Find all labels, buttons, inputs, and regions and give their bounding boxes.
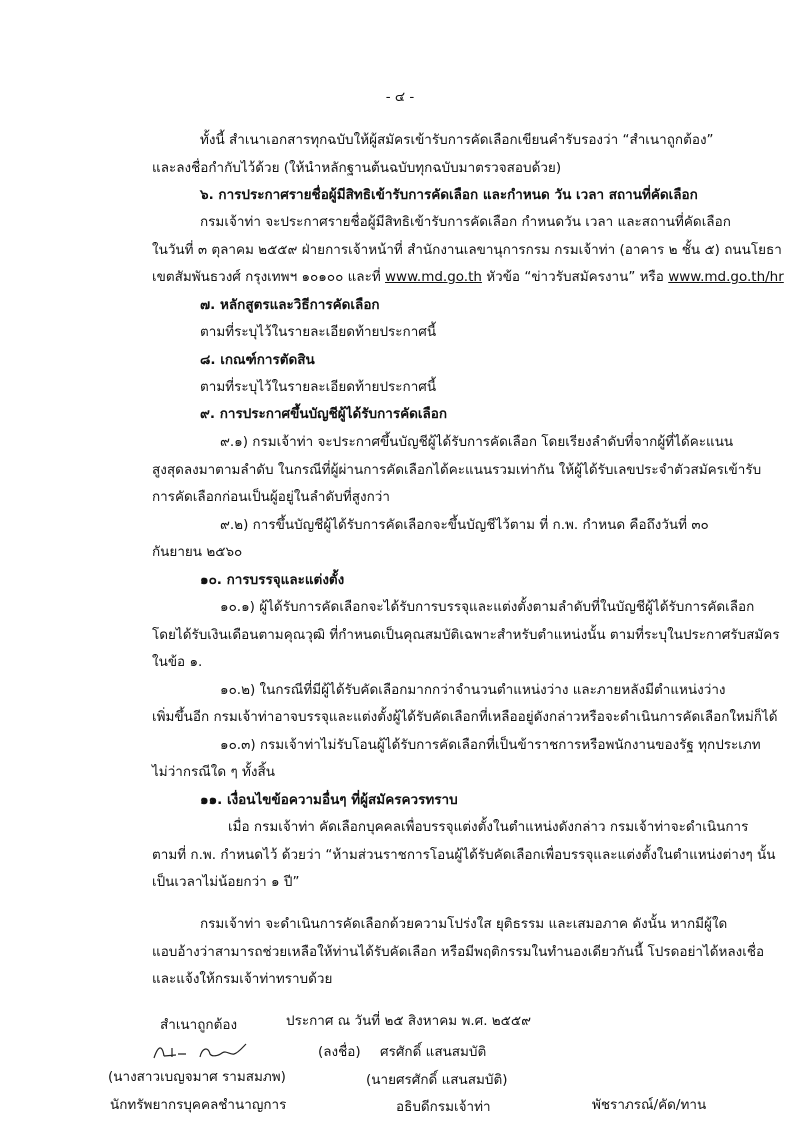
section-7-line-1: ตามที่ระบุไว้ในรายละเอียดท้ายประกาศนี้ <box>200 324 437 340</box>
certifier-title: นักทรัพยากรบุคคลชำนาญการ <box>110 1097 287 1113</box>
website-link[interactable]: www.md.go.th <box>385 269 482 285</box>
section-6-line-2: ในวันที่ ๓ ตุลาคม ๒๕๕๙ ฝ่ายการเจ้าหน้าที่ สำนักงานเลขานุการกรม กรมเจ้าท่า (อาคาร ๒ ชั้น ๕) ถนนโยธา <box>152 242 782 258</box>
section-9-2-line-2: กันยายน ๒๕๖๐ <box>152 544 243 560</box>
fairness-paragraph-line-3: และแจ้งให้กรมเจ้าท่าทราบด้วย <box>152 971 333 987</box>
certifier-name: (นางสาวเบญจมาศ รามสมภพ) <box>108 1069 286 1085</box>
signer-name: ศรศักดิ์ แสนสมบัติ <box>380 1044 487 1060</box>
section-11-line-2: ตามที่ ก.พ. กำหนดไว้ ด้วยว่า “ห้ามส่วนราชการโอนผู้ได้รับคัดเลือกเพื่อบรรจุและแต่งตั้งในตำแหน่งต่างๆ นั้น <box>152 847 776 863</box>
section-10-2-line-2: เพิ่มขึ้นอีก กรมเจ้าท่าอาจบรรจุและแต่งตั้งผู้ได้รับคัดเลือกที่เหลืออยู่ดังกล่าวหรือจะดำเนินการคัดเลือกใหม่ก็ได้ <box>152 709 778 725</box>
section-9-2-line-1: ๙.๒) การขึ้นบัญชีผู้ได้รับการคัดเลือกจะขึ้นบัญชีไว้ตาม ที่ ก.พ. กำหนด คือถึงวันที่ ๓๐ <box>220 517 709 533</box>
section-7-heading: ๗. หลักสูตรและวิธีการคัดเลือก <box>200 297 380 313</box>
handwritten-signature <box>150 1040 260 1064</box>
section-9-1-line-3: การคัดเลือกก่อนเป็นผู้อยู่ในลำดับที่สูงกว่า <box>152 489 390 505</box>
announcement-date: ประกาศ ณ วันที่ ๒๕ สิงหาคม พ.ศ. ๒๕๕๙ <box>286 1013 532 1029</box>
section-10-3-line-1: ๑๐.๓) กรมเจ้าท่าไม่รับโอนผู้ได้รับการคัดเลือกที่เป็นข้าราชการหรือพนักงานของรัฐ ทุกประเภท <box>220 737 761 753</box>
section-11-line-1: เมื่อ กรมเจ้าท่า คัดเลือกบุคคลเพื่อบรรจุแต่งตั้งในตำแหน่งดังกล่าว กรมเจ้าท่าจะดำเนินการ <box>228 819 749 835</box>
section-6-line-3-text: เขตสัมพันธวงศ์ กรุงเทพฯ ๑๐๑๐๐ และที่ <box>152 269 386 285</box>
section-6-heading: ๖. การประกาศรายชื่อผู้มีสิทธิเข้ารับการคัดเลือก และกำหนด วัน เวลา สถานที่คัดเลือก <box>200 187 698 203</box>
section-9-1-line-1: ๙.๑) กรมเจ้าท่า จะประกาศขึ้นบัญชีผู้ได้รับการคัดเลือก โดยเรียงลำดับที่จากผู้ที่ได้คะแนน <box>220 434 734 450</box>
fairness-paragraph-line-1: กรมเจ้าท่า จะดำเนินการคัดเลือกด้วยความโปร่งใส ยุติธรรม และเสมอภาค ดังนั้น หากมีผู้ใด <box>200 916 728 932</box>
copy-paragraph-line-2: และลงชื่อกำกับไว้ด้วย (ให้นำหลักฐานต้นฉบับทุกฉบับมาตรวจสอบด้วย) <box>152 160 562 176</box>
section-6-line-3 <box>152 268 784 286</box>
section-6-line-1: กรมเจ้าท่า จะประกาศรายชื่อผู้มีสิทธิเข้ารับการคัดเลือก กำหนดวัน เวลา และสถานที่คัดเลือก <box>200 214 731 230</box>
copy-paragraph-line-1: ทั้งนี้ สำเนาเอกสารทุกฉบับให้ผู้สมัครเข้ารับการคัดเลือกเขียนคำรับรองว่า “สำเนาถูกต้อง” <box>200 132 714 148</box>
fairness-paragraph-line-2: แอบอ้างว่าสามารถช่วยเหลือให้ท่านได้รับคัดเลือก หรือมีพฤติกรรมในทำนองเดียวกันนี้ โปรดอย่าได้หลงเชื่อ <box>152 944 765 960</box>
website-hr-link[interactable]: www.md.go.th/hr <box>668 269 784 285</box>
section-9-1-line-2: สูงสุดลงมาตามลำดับ ในกรณีที่ผู้ผ่านการคัดเลือกได้คะแนนรวมเท่ากัน ให้ผู้ได้รับเลขประจำตัวสมัครเข้ารับ <box>152 462 762 478</box>
section-10-1-line-3: ในข้อ ๑. <box>152 654 203 670</box>
signer-title: อธิบดีกรมเจ้าท่า <box>396 1099 491 1115</box>
section-11-heading: ๑๑. เงื่อนไขข้อความอื่นๆ ที่ผู้สมัครควรทราบ <box>200 792 458 808</box>
section-11-line-3: เป็นเวลาไม่น้อยกว่า ๑ ปี” <box>152 874 300 890</box>
section-10-heading: ๑๐. การบรรจุและแต่งตั้ง <box>200 572 345 588</box>
certified-copy-label: สำเนาถูกต้อง <box>160 1017 238 1033</box>
section-8-heading: ๘. เกณฑ์การตัดสิน <box>200 352 315 368</box>
section-9-heading: ๙. การประกาศขึ้นบัญชีผู้ได้รับการคัดเลือก <box>200 406 448 422</box>
page-number: - ๔ - <box>385 89 415 105</box>
section-10-2-line-1: ๑๐.๒) ในกรณีที่มีผู้ได้รับคัดเลือกมากกว่าจำนวนตำแหน่งว่าง และภายหลังมีตำแหน่งว่าง <box>220 682 726 698</box>
signature-label: (ลงชื่อ) <box>318 1044 361 1060</box>
section-8-line-1: ตามที่ระบุไว้ในรายละเอียดท้ายประกาศนี้ <box>200 379 437 395</box>
section-10-3-line-2: ไม่ว่ากรณีใด ๆ ทั้งสิ้น <box>152 764 275 780</box>
section-10-1-line-2: โดยได้รับเงินเดือนตามคุณวุฒิ ที่กำหนดเป็นคุณสมบัติเฉพาะสำหรับตำแหน่งนั้น ตามที่ระบุในประกาศรับสมัคร <box>152 627 780 643</box>
section-10-1-line-1: ๑๐.๑) ผู้ได้รับการคัดเลือกจะได้รับการบรรจุและแต่งตั้งตามลำดับที่ในบัญชีผู้ได้รับการคัดเลือก <box>220 599 755 615</box>
signer-full-name: (นายศรศักดิ์ แสนสมบัติ) <box>366 1072 508 1088</box>
footer-reference: พัชราภรณ์/คัด/ทาน <box>592 1097 707 1113</box>
section-6-line-3-text-2: หัวข้อ “ข่าวรับสมัครงาน” หรือ <box>481 269 669 285</box>
